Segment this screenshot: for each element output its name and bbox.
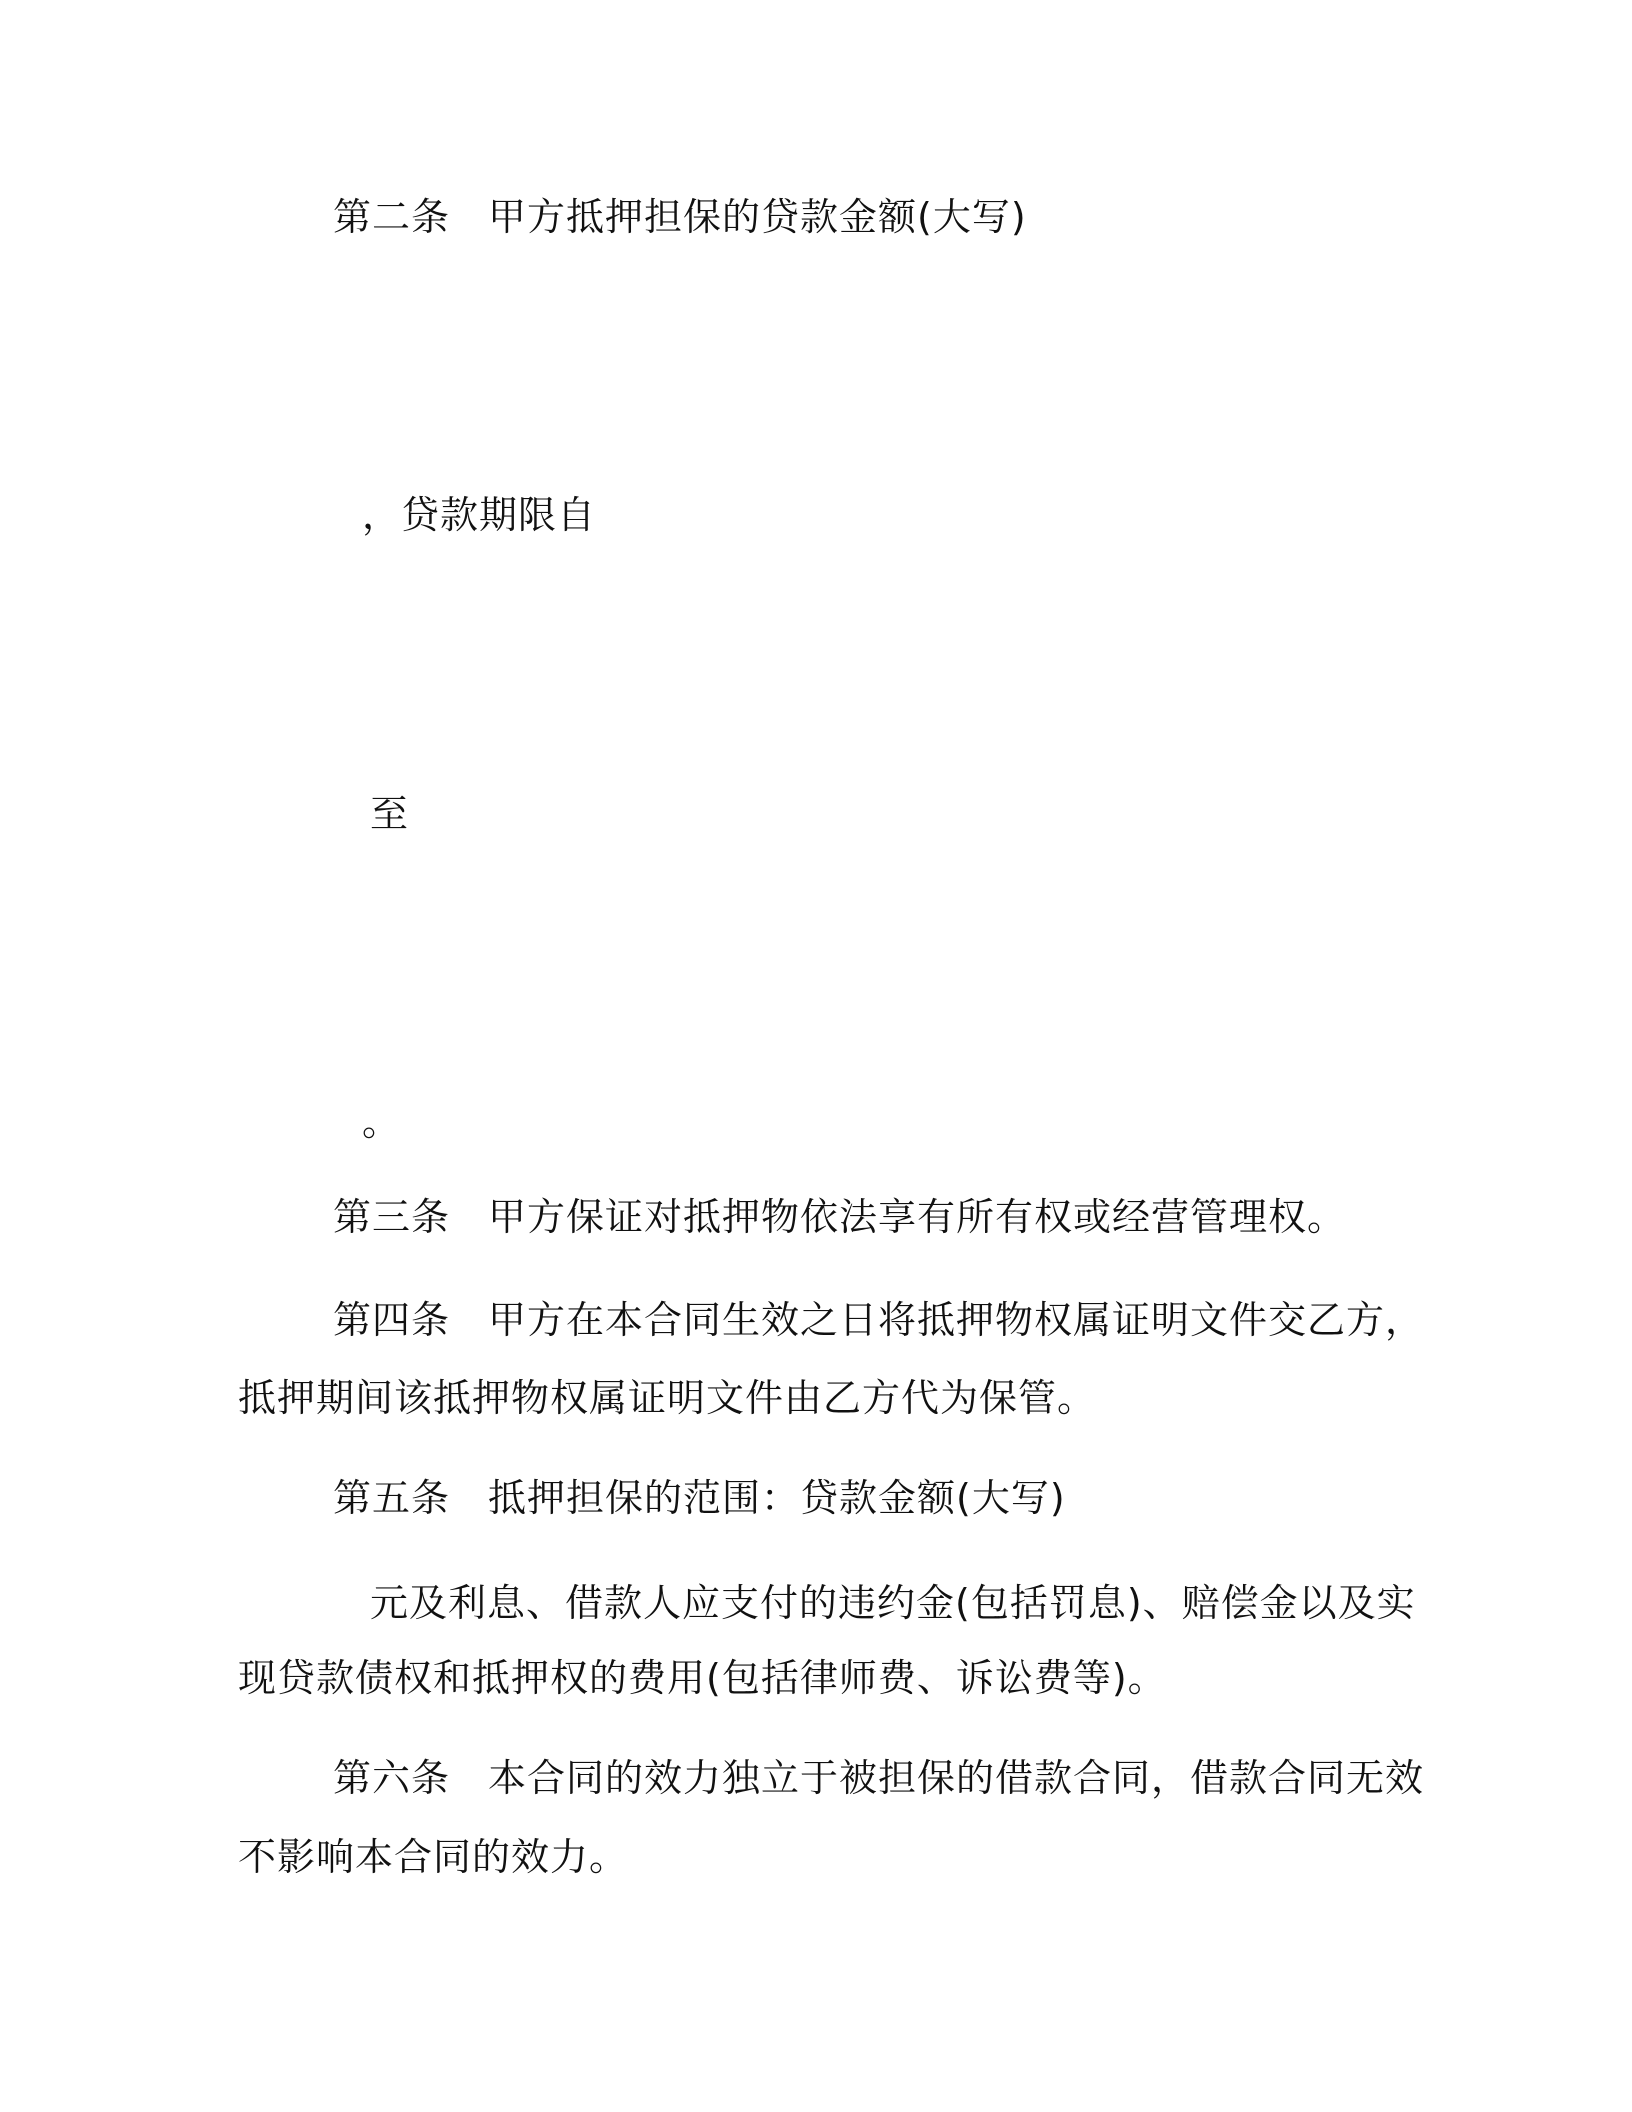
article-6-text-1: 本合同的效力独立于被担保的借款合同，借款合同无效 <box>488 1756 1425 1800</box>
article-5-heading: 第五条 <box>333 1476 451 1520</box>
article-5-line-3: 现贷款债权和抵押权的费用(包括律师费、诉讼费等)。 <box>238 1656 1167 1700</box>
article-6-heading: 第六条 <box>333 1756 451 1800</box>
article-6-line-2: 不影响本合同的效力。 <box>238 1835 629 1879</box>
article-5-text-1: 抵押担保的范围：贷款金额(大写) <box>488 1476 1066 1520</box>
article-4-heading: 第四条 <box>333 1298 451 1342</box>
article-6-line-1 <box>333 1756 1424 1800</box>
article-5-line-2: 元及利息、借款人应支付的违约金(包括罚息)、赔偿金以及实 <box>370 1581 1416 1625</box>
article-2-heading: 第二条 <box>333 195 451 239</box>
article-2-line <box>333 195 1027 239</box>
article-4-line-1 <box>333 1298 1424 1342</box>
article-3-heading: 第三条 <box>333 1195 451 1239</box>
article-4-line-2: 抵押期间该抵押物权属证明文件由乙方代为保管。 <box>238 1376 1097 1420</box>
article-3-line <box>333 1195 1346 1239</box>
article-2-text: 甲方抵押担保的贷款金额(大写) <box>488 195 1027 239</box>
article-2-end-mark: 。 <box>362 1100 402 1144</box>
article-5-line-1 <box>333 1476 1066 1520</box>
article-2-period-line: ，贷款期限自 <box>362 493 597 537</box>
article-2-to-line: 至 <box>370 792 410 836</box>
article-3-text: 甲方保证对抵押物依法享有所有权或经营管理权。 <box>488 1195 1347 1239</box>
article-4-text-1: 甲方在本合同生效之日将抵押物权属证明文件交乙方， <box>488 1298 1425 1342</box>
